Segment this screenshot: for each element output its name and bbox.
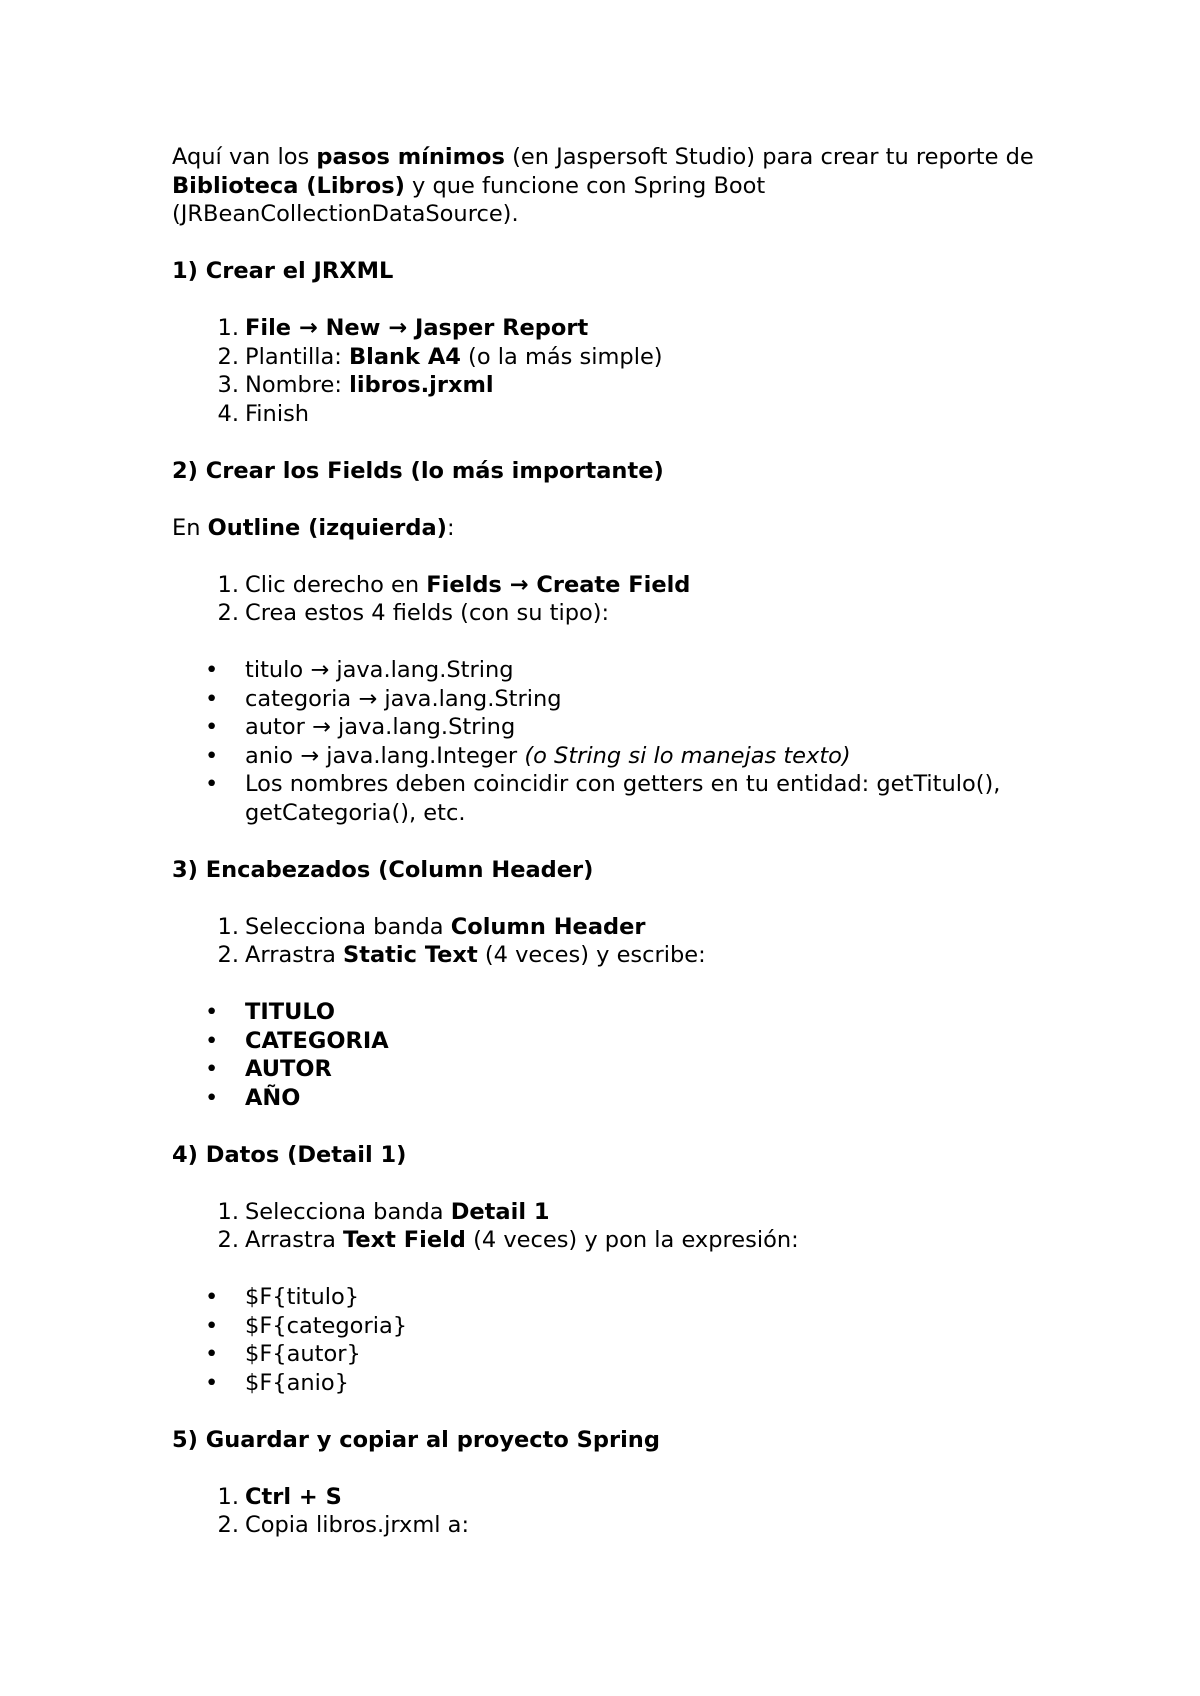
list-number: 2. [217, 1512, 239, 1538]
bullet-text: $F{titulo} [245, 1284, 360, 1310]
intro-text-3: y que funcione con Spring Boot (JRBeanCollectionDataSource). [172, 172, 766, 227]
bullet-italic-note: (o String si lo manejas texto) [524, 742, 851, 769]
list-number: 2. [217, 600, 239, 626]
bullet-icon: • [205, 771, 219, 797]
step-bold: libros.jrxml [349, 372, 494, 398]
list-item [172, 1312, 1072, 1341]
list-item [172, 1483, 1072, 1512]
list-item [172, 571, 1072, 600]
list-item [172, 770, 1072, 827]
bullet-text: $F{autor} [245, 1341, 361, 1367]
step-text-2: (4 veces) y pon la expresión: [465, 1227, 799, 1253]
step-text: Arrastra [245, 1227, 344, 1253]
bullet-icon: • [205, 714, 219, 740]
bullet-bold: TITULO [245, 999, 335, 1025]
list-item [172, 1283, 1072, 1312]
step-bold: Ctrl + S [245, 1483, 342, 1510]
bullet-icon: • [205, 1369, 219, 1396]
list-number: 2. [217, 1227, 239, 1253]
step-bold: Column Header [450, 913, 646, 940]
step-bold: Blank A4 [348, 343, 461, 370]
para-bold: Outline (izquierda) [207, 514, 447, 541]
bullet-icon: • [205, 657, 219, 683]
step-text-2: (o la más simple) [460, 343, 663, 370]
bullet-icon: • [205, 1312, 219, 1339]
section-2-paragraph [172, 514, 1072, 543]
section-1-heading: 1) Crear el JRXML [172, 258, 394, 284]
bullet-bold: AUTOR [245, 1056, 332, 1082]
list-number: 2. [217, 942, 239, 968]
section-2-heading: 2) Crear los Fields (lo más importante) [172, 457, 664, 484]
intro-paragraph [172, 143, 1072, 229]
list-item [172, 400, 1072, 429]
bullet-icon: • [205, 1341, 219, 1367]
section-3-heading: 3) Encabezados (Column Header) [172, 856, 594, 883]
list-item [172, 1084, 1072, 1113]
list-item [172, 742, 1072, 771]
list-item [172, 1027, 1072, 1056]
step-text-2: (4 veces) y escribe: [477, 942, 706, 968]
step-text: Copia libros.jrxml a: [245, 1512, 470, 1538]
list-number: 1. [217, 913, 239, 940]
step-text: Arrastra [245, 942, 344, 968]
list-item [172, 713, 1072, 742]
list-item [172, 685, 1072, 714]
bullet-icon: • [205, 1027, 219, 1054]
step-text: Selecciona banda [245, 913, 451, 940]
list-item [172, 371, 1072, 400]
list-number: 1. [217, 1483, 239, 1510]
step-text: Finish [245, 400, 310, 427]
section-2-steps [172, 571, 1072, 628]
step-bold: Detail 1 [450, 1198, 550, 1225]
list-item [172, 1511, 1072, 1540]
intro-text-2: (en Jaspersoft Studio) para crear tu reporte de [504, 144, 1034, 170]
document-page [172, 143, 1072, 1568]
section-4-heading: 4) Datos (Detail 1) [172, 1141, 407, 1168]
section-5-heading: 5) Guardar y copiar al proyecto Spring [172, 1426, 660, 1453]
list-item [172, 599, 1072, 628]
intro-bold-1: pasos mínimos [316, 144, 505, 170]
section-3-steps [172, 913, 1072, 970]
para-text: En [172, 514, 208, 541]
bullet-icon: • [205, 685, 219, 712]
list-number: 1. [217, 571, 239, 598]
intro-text-1: Aquí van los [172, 144, 317, 170]
list-number: 4. [217, 400, 239, 427]
step-text: Plantilla: [245, 343, 349, 370]
bullet-text: Los nombres deben coincidir con getters en tu entidad: getTitulo(), getCategoria(), etc. [245, 771, 1001, 826]
step-bold: Static Text [343, 942, 478, 968]
bullet-text: autor → java.lang.String [245, 714, 516, 740]
list-item [172, 941, 1072, 970]
section-3-headers-list [172, 998, 1072, 1112]
bullet-bold: AÑO [245, 1084, 301, 1111]
section-1-steps [172, 314, 1072, 428]
list-item [172, 1226, 1072, 1255]
step-text: Crea estos 4 fields (con su tipo): [245, 600, 610, 626]
bullet-text: categoria → java.lang.String [245, 685, 562, 712]
step-text: Nombre: [245, 372, 350, 398]
bullet-text: titulo → java.lang.String [245, 657, 514, 683]
step-text: Selecciona banda [245, 1198, 451, 1225]
section-5-steps [172, 1483, 1072, 1540]
list-item [172, 1198, 1072, 1227]
bullet-icon: • [205, 1056, 219, 1082]
list-item [172, 998, 1072, 1027]
step-bold: Fields → Create Field [426, 571, 691, 598]
step-bold: File → New → Jasper Report [245, 315, 589, 341]
bullet-icon: • [205, 1084, 219, 1111]
para-text-2: : [446, 514, 455, 541]
bullet-icon: • [205, 999, 219, 1025]
list-item [172, 1369, 1072, 1398]
step-bold: Text Field [343, 1227, 466, 1253]
section-4-steps [172, 1198, 1072, 1255]
list-item [172, 1055, 1072, 1084]
list-number: 3. [217, 372, 239, 398]
list-item [172, 1340, 1072, 1369]
intro-bold-2: Biblioteca (Libros) [172, 172, 405, 199]
bullet-icon: • [205, 742, 219, 769]
bullet-text: $F{anio} [245, 1369, 349, 1396]
list-item [172, 343, 1072, 372]
list-number: 1. [217, 315, 239, 341]
bullet-text: $F{categoria} [245, 1312, 408, 1339]
section-2-fields-list [172, 656, 1072, 827]
bullet-text: anio → java.lang.Integer [245, 742, 525, 769]
step-text: Clic derecho en [245, 571, 427, 598]
list-number: 1. [217, 1198, 239, 1225]
list-item [172, 314, 1072, 343]
list-item [172, 913, 1072, 942]
section-4-expressions-list [172, 1283, 1072, 1397]
list-item [172, 656, 1072, 685]
bullet-icon: • [205, 1284, 219, 1310]
bullet-bold: CATEGORIA [245, 1027, 389, 1054]
list-number: 2. [217, 343, 239, 370]
